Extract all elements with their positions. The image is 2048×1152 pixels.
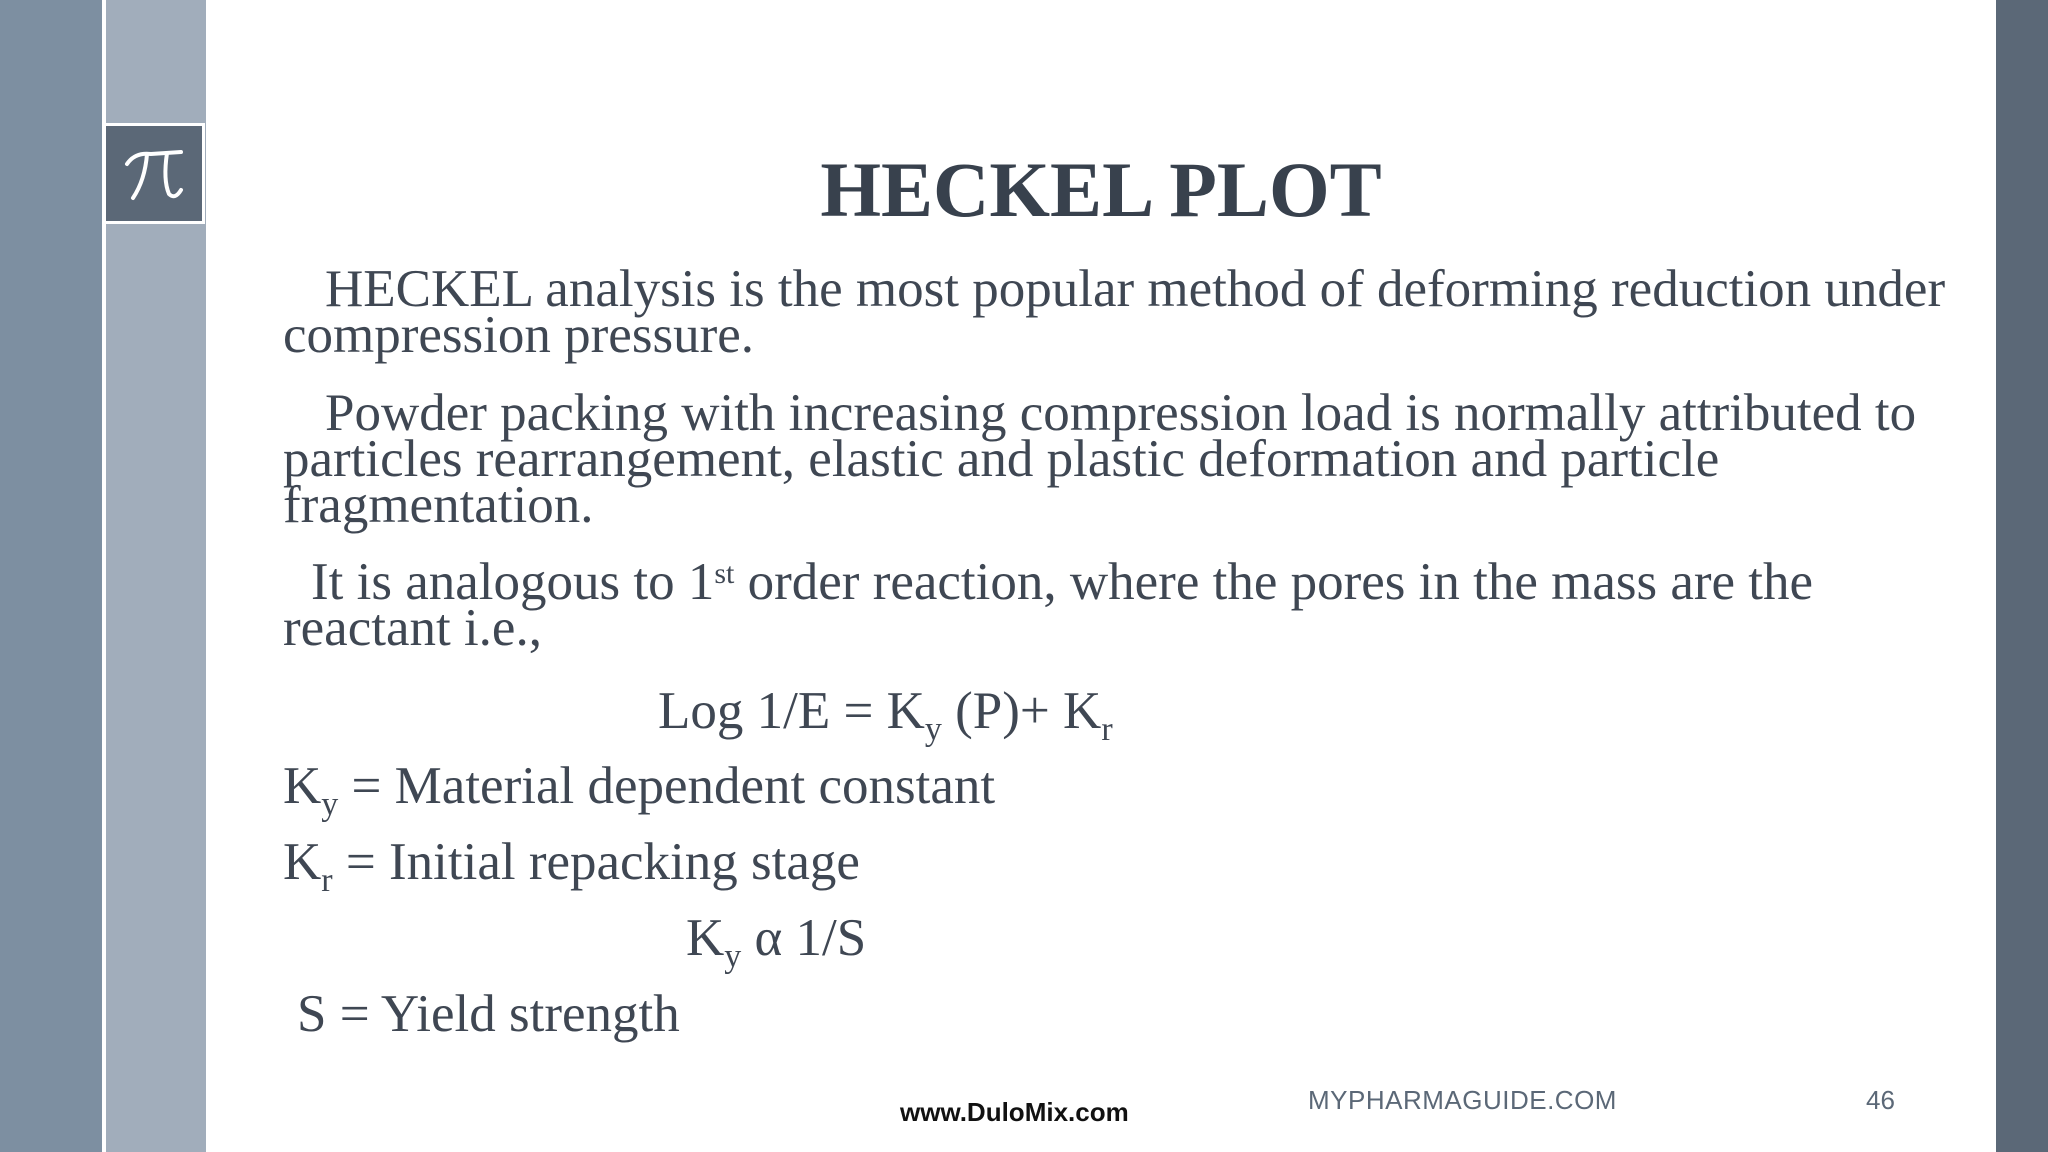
reaction-text-after: order reaction, where the pores in the mass are the reactant i.e., [283, 553, 1814, 657]
definition-symbol: K [283, 757, 322, 815]
definition-kr [283, 832, 860, 899]
proportion-text: α 1/S [741, 909, 867, 967]
left-decor-band [0, 0, 102, 1152]
yield-strength-definition: S = Yield strength [297, 985, 680, 1043]
page-number: 46 [1866, 1085, 1895, 1115]
proportion-symbol: K [686, 909, 725, 967]
proportion-subscript: y [724, 938, 742, 975]
equation-sub-y: y [924, 711, 942, 748]
definition-symbol: K [283, 833, 322, 891]
proportion-relation [686, 908, 867, 975]
reaction-text-before: It is analogous to 1 [311, 553, 715, 611]
paragraph-first-order [283, 553, 1983, 657]
paragraph-powder-packing [283, 384, 1983, 534]
right-decor-band [1996, 0, 2048, 1152]
definition-ky [283, 756, 996, 823]
definition-subscript: y [321, 786, 339, 823]
paragraph-text: Powder packing with increasing compression load is normally attributed to particles rearrangement, elastic and plastic deformation and particle fragmentation. [283, 384, 1917, 534]
definition-subscript: r [321, 862, 333, 899]
pi-icon [121, 144, 187, 204]
equation-mid: (P)+ K [941, 682, 1102, 740]
pi-icon-box [103, 123, 205, 224]
definition-text: = Initial repacking stage [332, 833, 860, 891]
paragraph-heckel-analysis [283, 260, 1983, 364]
equation-lhs: Log 1/E = K [658, 682, 925, 740]
ordinal-superscript: st [714, 557, 735, 590]
equation-sub-r: r [1101, 711, 1113, 748]
definition-text: = Material dependent constant [338, 757, 996, 815]
footer-url: www.DuloMix.com [900, 1097, 1129, 1127]
heckel-equation [658, 681, 1113, 748]
paragraph-text: HECKEL analysis is the most popular method of deforming reduction under compression pressure. [283, 260, 1946, 364]
slide-title: HECKEL PLOT [820, 146, 1382, 233]
footer-site: MYPHARMAGUIDE.COM [1308, 1085, 1617, 1115]
